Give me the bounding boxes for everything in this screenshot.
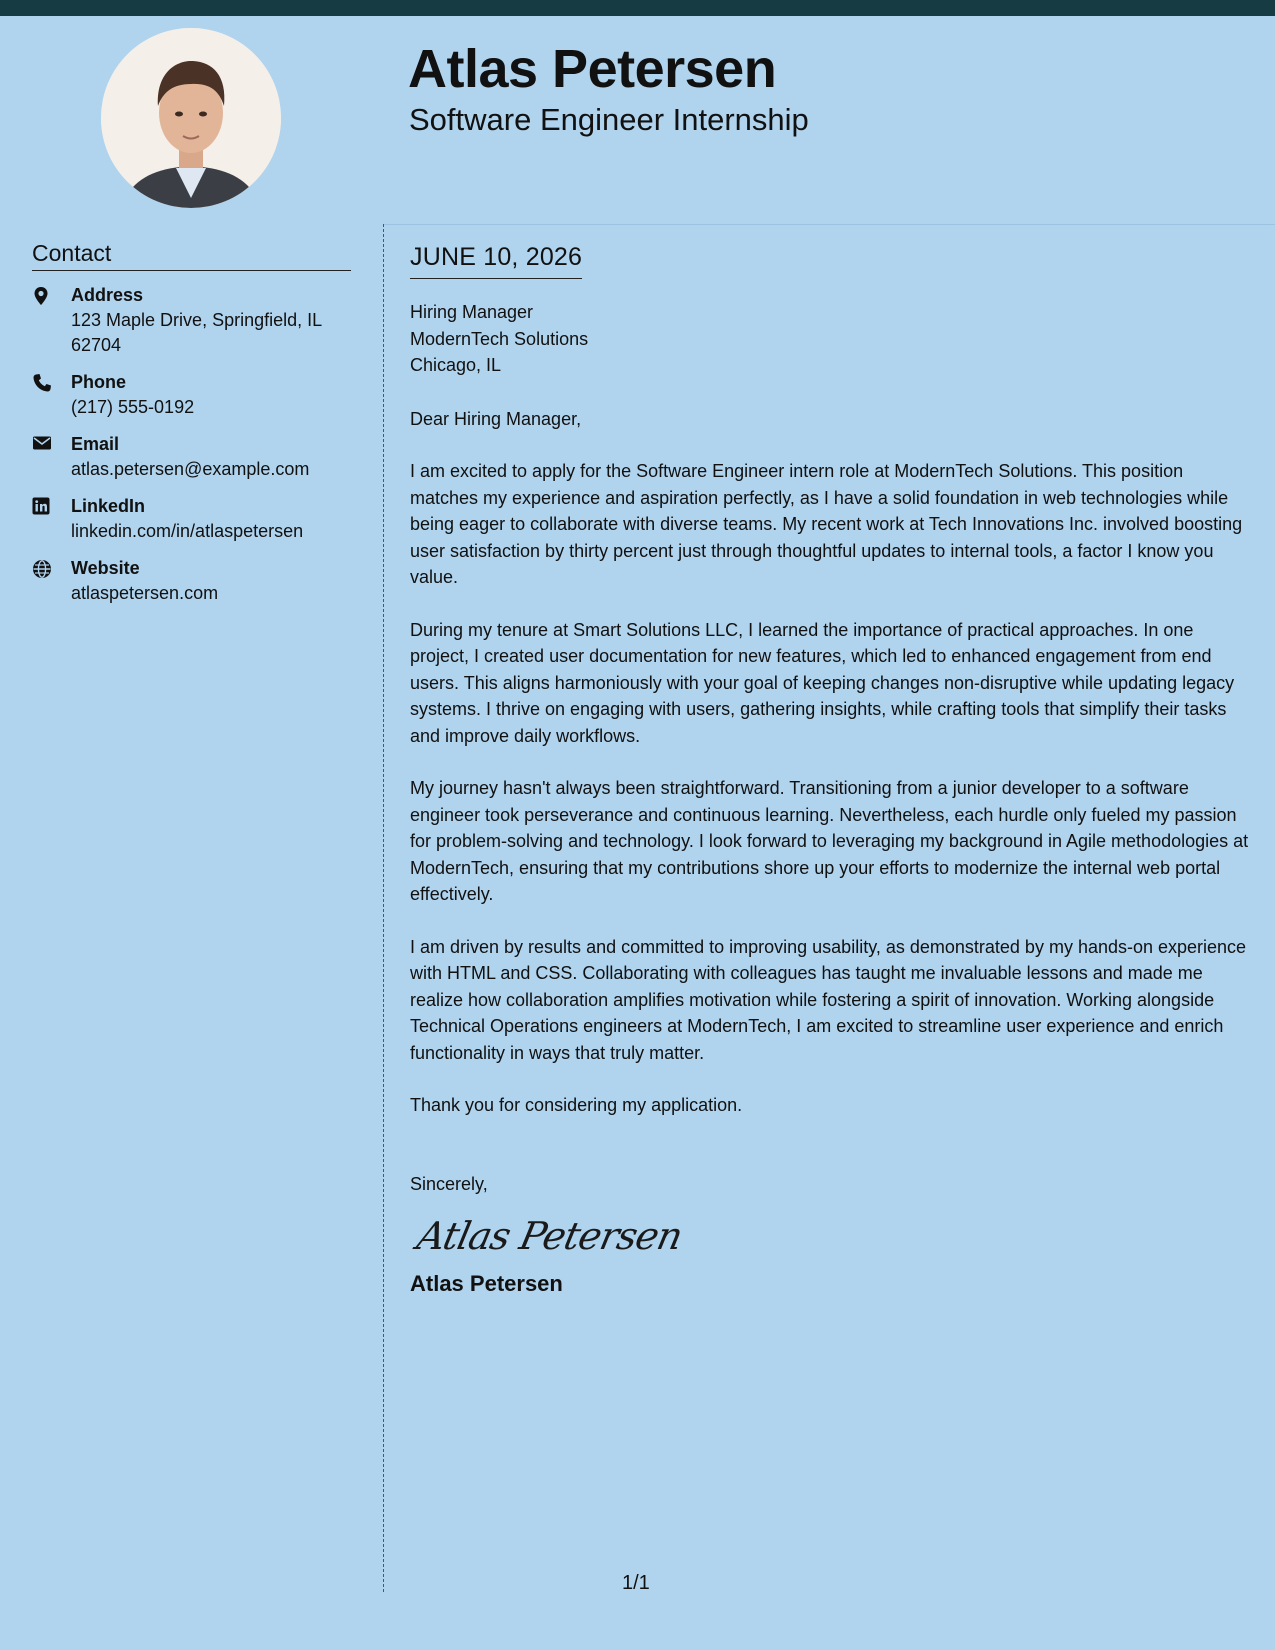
contact-value: 123 Maple Drive, Springfield, IL (71, 310, 323, 330)
contact-value[interactable]: linkedin.com/in/atlaspetersen (71, 521, 304, 541)
letter-body (410, 242, 1252, 1297)
profile-photo (101, 28, 281, 208)
contact-email (32, 432, 351, 482)
location-pin-icon (32, 283, 71, 358)
page-number: 1/1 (622, 1572, 650, 1594)
contact-website (32, 556, 351, 606)
letter-date: JUNE 10, 2026 (410, 242, 582, 279)
contact-label: Address (71, 285, 144, 305)
recipient-line: Hiring Manager (410, 302, 534, 322)
closing: Sincerely, (410, 1173, 488, 1194)
contact-value[interactable]: atlaspetersen.com (71, 583, 219, 603)
paragraph: Thank you for considering my application. (410, 1095, 743, 1115)
recipient-block (410, 299, 1252, 379)
top-bar (0, 0, 1275, 16)
recipient-line: Chicago, IL (410, 355, 502, 375)
target-role: Software Engineer Internship (409, 102, 809, 137)
contact-value[interactable]: (217) 555-0192 (71, 397, 195, 417)
contact-linkedin (32, 494, 351, 544)
contact-address (32, 283, 351, 358)
envelope-icon (32, 432, 71, 482)
recipient-line: ModernTech Solutions (410, 328, 589, 349)
signer-name: Atlas Petersen (410, 1270, 563, 1296)
paragraph: I am driven by results and committed to improving usability, as demonstrated by my hands-on experience with HTML and CSS. Collaborating with colleagues has taught me invaluable lessons and made me realize how collaboration amplifies motivation while fostering a spirit of innovation. Working alongside Technical Operations engineers at ModernTech, I am excited to streamline user experience and enrich functionality in ways that truly matter. (410, 936, 1247, 1063)
header-divider (384, 224, 1275, 225)
contact-heading: Contact (32, 240, 351, 271)
phone-icon (32, 370, 71, 420)
contact-label: Phone (71, 372, 127, 392)
paragraph: During my tenure at Smart Solutions LLC, I learned the importance of practical approaches. In one project, I created user documentation for new features, which led to enhanced engagement from end users. This aligns harmoniously with your goal of keeping changes non-disruptive while updating legacy systems. I thrive on engaging with users, gathering insights, while crafting tools that simplify their tasks and improve daily workflows. (410, 619, 1235, 746)
handwritten-signature: Atlas Petersen (413, 1214, 686, 1258)
contact-label: LinkedIn (71, 496, 146, 516)
salutation: Dear Hiring Manager, (410, 408, 582, 429)
contact-value: 62704 (71, 335, 122, 355)
contact-sidebar (32, 240, 351, 606)
contact-label: Email (71, 434, 120, 454)
globe-icon (32, 556, 71, 606)
paragraph: My journey hasn't always been straightforward. Transitioning from a junior developer to a software engineer took perseverance and continuous learning. Nevertheless, each hurdle only fueled my passion for problem-solving and technology. I look forward to leveraging my background in Agile methodologies at ModernTech, ensuring that my contributions shore up your efforts to modernize the internal web portal effectively. (410, 778, 1249, 904)
contact-phone (32, 370, 351, 420)
applicant-name: Atlas Petersen (408, 39, 777, 99)
paragraph: I am excited to apply for the Software Engineer intern role at ModernTech Solutions. This position matches my experience and aspiration perfectly, as I have a solid foundation in web technologies while being eager to collaborate with diverse teams. My recent work at Tech Innovations Inc. involved boosting user satisfaction by thirty percent just through thoughtful updates to internal tools, a factor I know you value. (410, 461, 1243, 587)
contact-value[interactable]: atlas.petersen@example.com (71, 459, 310, 479)
column-divider (383, 224, 384, 1592)
linkedin-icon (32, 494, 71, 544)
contact-label: Website (71, 558, 140, 578)
